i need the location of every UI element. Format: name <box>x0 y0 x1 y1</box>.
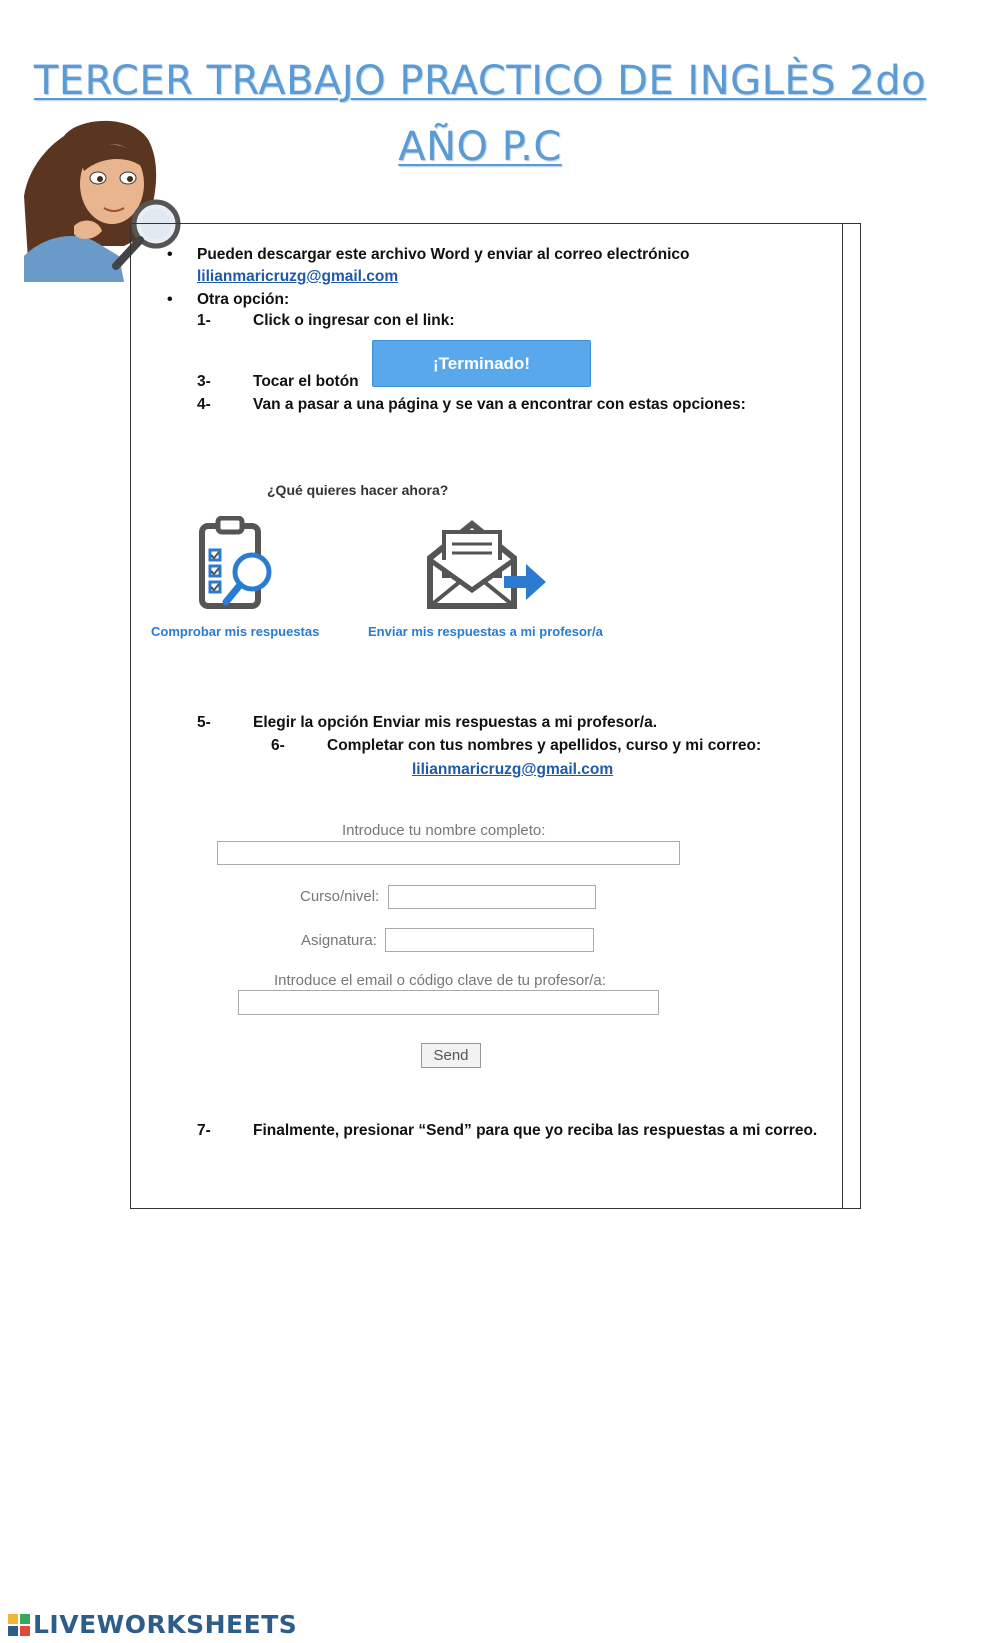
email-link[interactable]: lilianmaricruzg@gmail.com <box>197 268 399 285</box>
step-number: 3- <box>197 373 211 390</box>
bullet-dot: • <box>167 246 173 263</box>
course-field[interactable] <box>388 885 596 909</box>
teacher-email-field[interactable] <box>238 990 659 1015</box>
email-link[interactable]: lilianmaricruzg@gmail.com <box>412 761 614 778</box>
subject-field-label: Asignatura: <box>301 932 377 949</box>
step-number: 4- <box>197 396 211 413</box>
step-text: Van a pasar a una página y se van a encontrar con estas opciones: <box>253 396 746 413</box>
page-title-line2: AÑO P.C <box>398 124 562 170</box>
course-field-label: Curso/nivel: <box>300 888 380 905</box>
teacher-email-label: Introduce el email o código clave de tu profesor/a: <box>274 972 606 989</box>
question-heading: ¿Qué quieres hacer ahora? <box>267 482 449 498</box>
step-text: Completar con tus nombres y apellidos, curso y mi correo: <box>327 737 762 754</box>
name-field-label: Introduce tu nombre completo: <box>342 822 546 839</box>
liveworksheets-logo-icon <box>8 1614 30 1636</box>
step-text: Click o ingresar con el link: <box>253 312 455 329</box>
footer-brand <box>8 1610 297 1639</box>
envelope-send-icon <box>426 518 550 610</box>
step-text: Finalmente, presionar “Send” para que yo reciba las respuestas a mi correo. <box>253 1122 818 1139</box>
other-option-label: Otra opción: <box>197 291 290 308</box>
subject-field[interactable] <box>385 928 594 952</box>
clipboard-check-icon <box>198 516 278 612</box>
step-text: Elegir la opción Enviar mis respuestas a mi profesor/a. <box>253 714 658 731</box>
step-number: 1- <box>197 312 211 329</box>
step-number: 5- <box>197 714 211 731</box>
page-title-line1: TERCER TRABAJO PRACTICO DE INGLÈS 2do <box>33 58 927 104</box>
terminado-button[interactable]: ¡Terminado! <box>372 340 591 387</box>
option-send-to-teacher[interactable]: Enviar mis respuestas a mi profesor/a <box>368 624 603 639</box>
step-number: 6- <box>271 737 285 754</box>
option-check-answers[interactable]: Comprobar mis respuestas <box>151 624 320 639</box>
brand-name: LIVEWORKSHEETS <box>33 1610 298 1639</box>
bullet-dot: • <box>167 291 173 308</box>
download-instruction: Pueden descargar este archivo Word y enviar al correo electrónico <box>197 246 690 263</box>
step-number: 7- <box>197 1122 211 1139</box>
step-text: Tocar el botón <box>253 373 359 390</box>
send-button[interactable]: Send <box>421 1043 481 1068</box>
name-field[interactable] <box>217 841 680 865</box>
